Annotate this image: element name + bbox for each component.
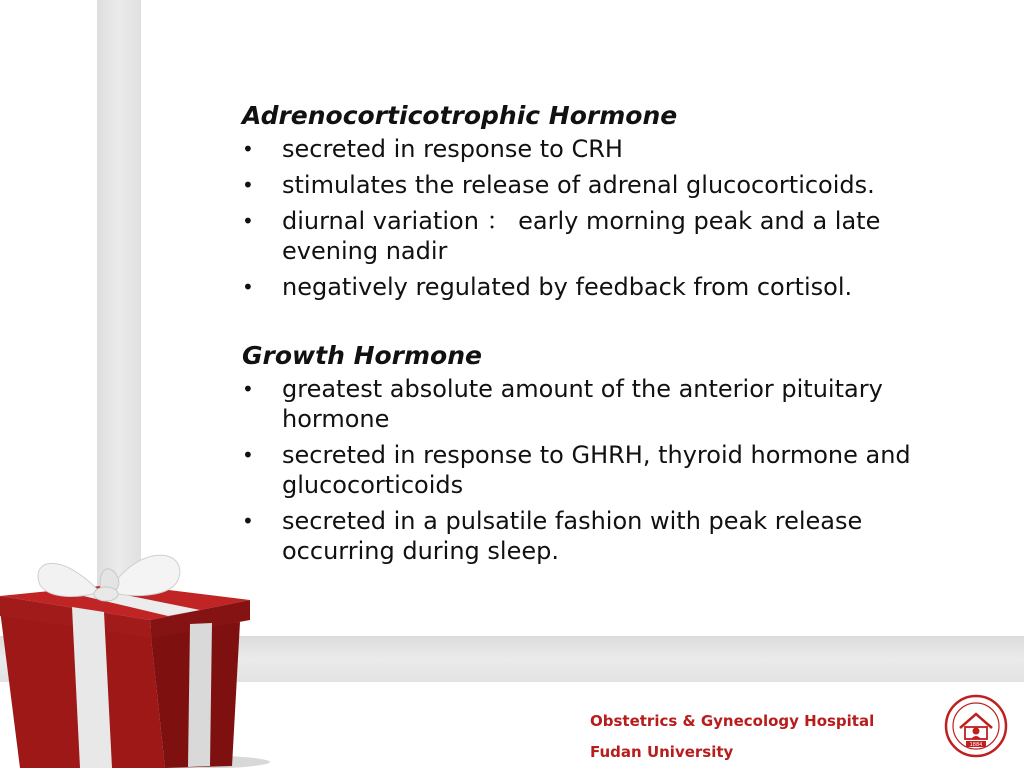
list-item: [242, 440, 982, 500]
bullet-icon: •: [242, 275, 254, 299]
list-item: [242, 134, 982, 164]
logo-year-text: 1884: [969, 742, 983, 748]
list-item-text: stimulates the release of adrenal glucocorticoids.: [282, 171, 875, 199]
list-item-text: secreted in a pulsatile fashion with peak release occurring during sleep.: [282, 507, 863, 565]
bullet-icon: •: [242, 137, 254, 161]
list-item-text: negatively regulated by feedback from cortisol.: [282, 273, 853, 301]
bullet-icon: •: [242, 209, 254, 233]
slide-content: [242, 98, 982, 572]
hospital-logo-seal: [944, 694, 1008, 758]
acth-bullet-list: [242, 134, 982, 302]
list-item-text: diurnal variation ： early morning peak and a late evening nadir: [282, 207, 881, 265]
list-item: [242, 506, 982, 566]
footer-university-name: Fudan University: [590, 743, 734, 761]
section-heading-acth: Adrenocorticotrophic Hormone: [242, 101, 678, 130]
list-item-text: secreted in response to GHRH, thyroid hormone and glucocorticoids: [282, 441, 911, 499]
gift-box-image: [0, 540, 270, 768]
growth-hormone-bullet-list: [242, 374, 982, 566]
bullet-icon: •: [242, 173, 254, 197]
list-item-text: secreted in response to CRH: [282, 135, 623, 163]
list-item: [242, 374, 982, 434]
bullet-icon: •: [242, 443, 254, 467]
bullet-icon: •: [242, 377, 254, 401]
footer-hospital-name: Obstetrics & Gynecology Hospital: [590, 712, 875, 730]
list-item: [242, 272, 982, 302]
section-heading-growth-hormone: Growth Hormone: [242, 341, 482, 370]
bullet-icon: •: [242, 509, 254, 533]
list-item: [242, 170, 982, 200]
list-item-text: greatest absolute amount of the anterior pituitary hormone: [282, 375, 883, 433]
list-item: [242, 206, 982, 266]
footer-institution: [590, 708, 874, 770]
